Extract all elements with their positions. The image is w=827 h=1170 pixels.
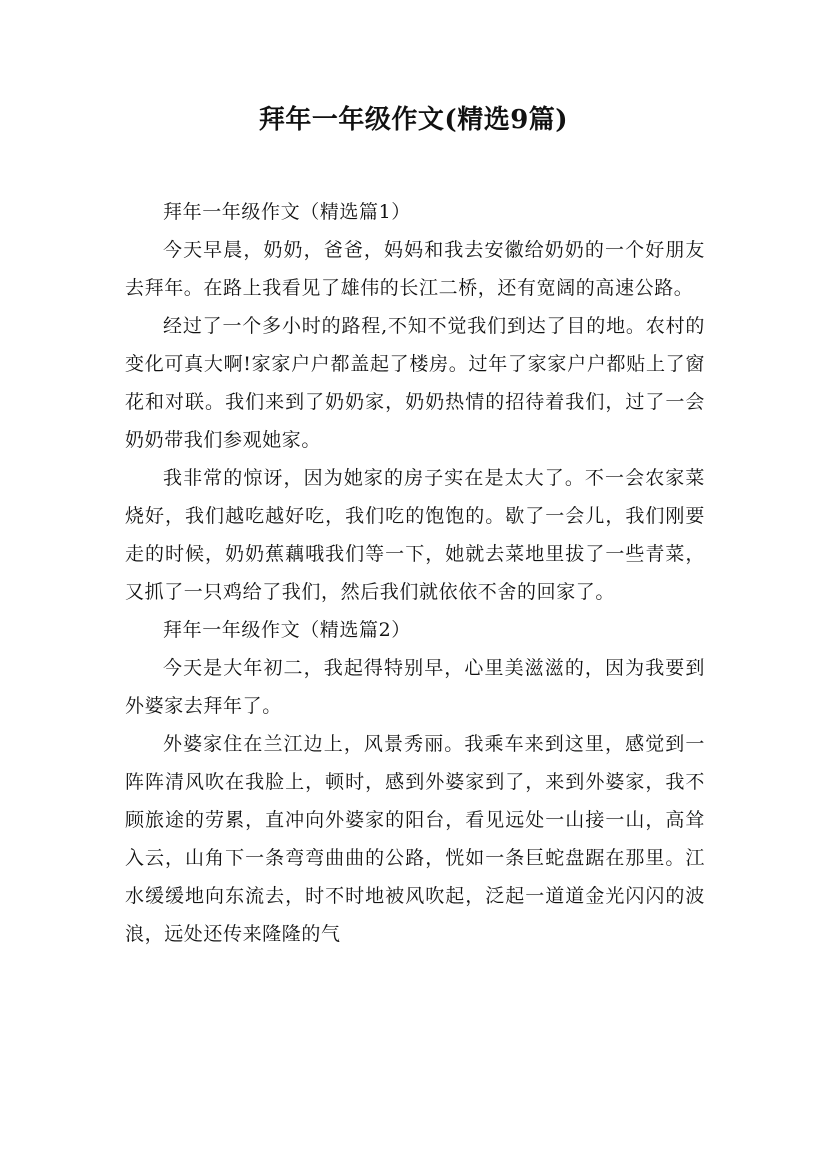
paragraph: 外婆家住在兰江边上，风景秀丽。我乘车来到这里，感觉到一阵阵清风吹在我脸上，顿时，感到外婆家到了，来到外婆家，我不顾旅途的劳累，直冲向外婆家的阳台，看见远处一山接一山，高耸入云，山角下一条弯弯曲曲的公路，恍如一条巨蛇盘踞在那里。江水缓缓地向东流去，时不时地被风吹起，泛起一道道金光闪闪的波浪，远处还传来隆隆的气 (125, 733, 705, 945)
section-heading-2: 拜年一年级作文（精选篇2） (163, 619, 411, 641)
document-title: 拜年一年级作文(精选9篇) (258, 105, 569, 135)
paragraph: 经过了一个多小时的路程,不知不觉我们到达了目的地。农村的变化可真大啊!家家户户都盖起了楼房。过年了家家户户都贴上了窗花和对联。我们来到了奶奶家，奶奶热情的招待着我们，过了一会奶奶带我们参观她家。 (125, 315, 705, 451)
paragraph: 今天早晨，奶奶，爸爸，妈妈和我去安徽给奶奶的一个好朋友去拜年。在路上我看见了雄伟的长江二桥，还有宽阔的高速公路。 (125, 239, 705, 299)
document-body (125, 193, 705, 953)
section-heading-1: 拜年一年级作文（精选篇1） (163, 201, 411, 223)
paragraph: 我非常的惊讶，因为她家的房子实在是太大了。不一会农家菜烧好，我们越吃越好吃，我们吃的饱饱的。歇了一会儿，我们刚要走的时候，奶奶蕉藕哦我们等一下，她就去菜地里拔了一些青菜，又抓了一只鸡给了我们，然后我们就依依不舍的回家了。 (125, 467, 705, 603)
paragraph: 今天是大年初二，我起得特别早，心里美滋滋的，因为我要到外婆家去拜年了。 (125, 657, 705, 717)
